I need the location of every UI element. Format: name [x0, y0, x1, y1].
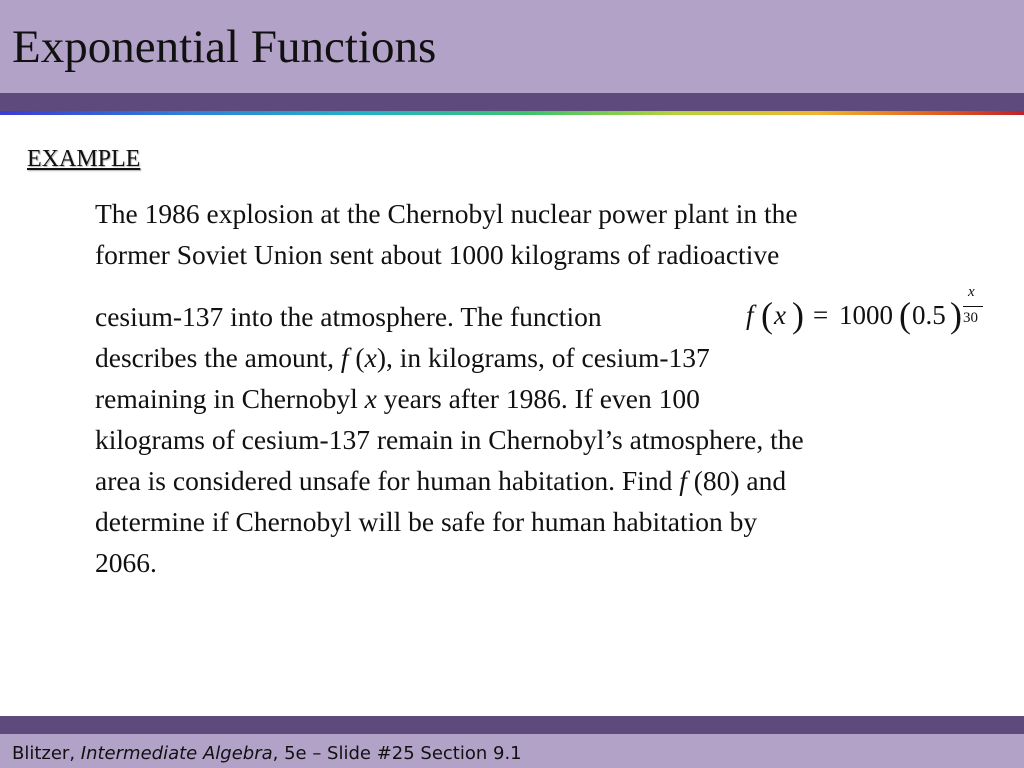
formula-right-paren: ): [792, 295, 804, 335]
formula-left-paren-2: (: [899, 295, 911, 335]
body-line-5-variable: x: [364, 383, 377, 414]
formula-equals: =: [813, 300, 829, 330]
formula-function: f: [746, 300, 754, 330]
footer-slide-info: , 5e – Slide #25 Section 9.1: [272, 743, 522, 764]
footer-citation: [12, 743, 522, 764]
body-line-7-text-a: area is considered unsafe for human habitation. Find: [95, 465, 680, 496]
slide-title: Exponential Functions: [12, 21, 437, 73]
body-line-4: [95, 342, 710, 374]
body-line-5-text-a: remaining in Chernobyl: [95, 383, 365, 414]
body-line-4-variable: x: [364, 342, 377, 373]
body-line-7: [95, 465, 786, 497]
body-line-4-text-b: (: [348, 342, 365, 373]
formula-variable: x: [774, 300, 786, 330]
body-line-4-function: f: [340, 342, 349, 373]
body-line-5-text-b: years after 1986. If even 100: [376, 383, 700, 414]
body-line-1: The 1986 explosion at the Chernobyl nuclear power plant in the: [95, 198, 798, 229]
footer-book-title: Intermediate Algebra: [80, 743, 273, 764]
footer-divider-band: [0, 716, 1024, 734]
formula-base: 0.5: [912, 300, 946, 330]
exponential-formula: [742, 282, 992, 342]
body-line-3: cesium-137 into the atmosphere. The function: [95, 301, 602, 332]
title-divider-band: [0, 93, 1024, 111]
formula-fraction-bar: [963, 306, 983, 307]
example-label: EXAMPLE: [27, 146, 141, 172]
body-line-4-text-a: describes the amount,: [95, 342, 341, 373]
formula-left-paren: (: [761, 295, 773, 335]
formula-right-paren-2: ): [950, 295, 962, 335]
formula-coefficient: 1000: [839, 300, 893, 330]
rainbow-divider: [0, 111, 1024, 115]
body-line-6: kilograms of cesium-137 remain in Chernobyl’s atmosphere, the: [95, 424, 804, 455]
body-line-9: 2066.: [95, 547, 157, 578]
formula-exponent-denominator: 30: [963, 310, 978, 326]
body-line-4-text-c: ), in kilograms, of cesium-137: [376, 342, 710, 373]
formula-exponent-numerator: x: [968, 284, 975, 300]
body-line-7-function: f: [679, 465, 687, 496]
body-line-7-text-b: (80) and: [686, 465, 787, 496]
body-line-8: determine if Chernobyl will be safe for human habitation by: [95, 506, 758, 537]
body-line-2: former Soviet Union sent about 1000 kilograms of radioactive: [95, 239, 780, 270]
footer-author: Blitzer,: [12, 743, 81, 764]
body-line-5: [95, 383, 700, 415]
